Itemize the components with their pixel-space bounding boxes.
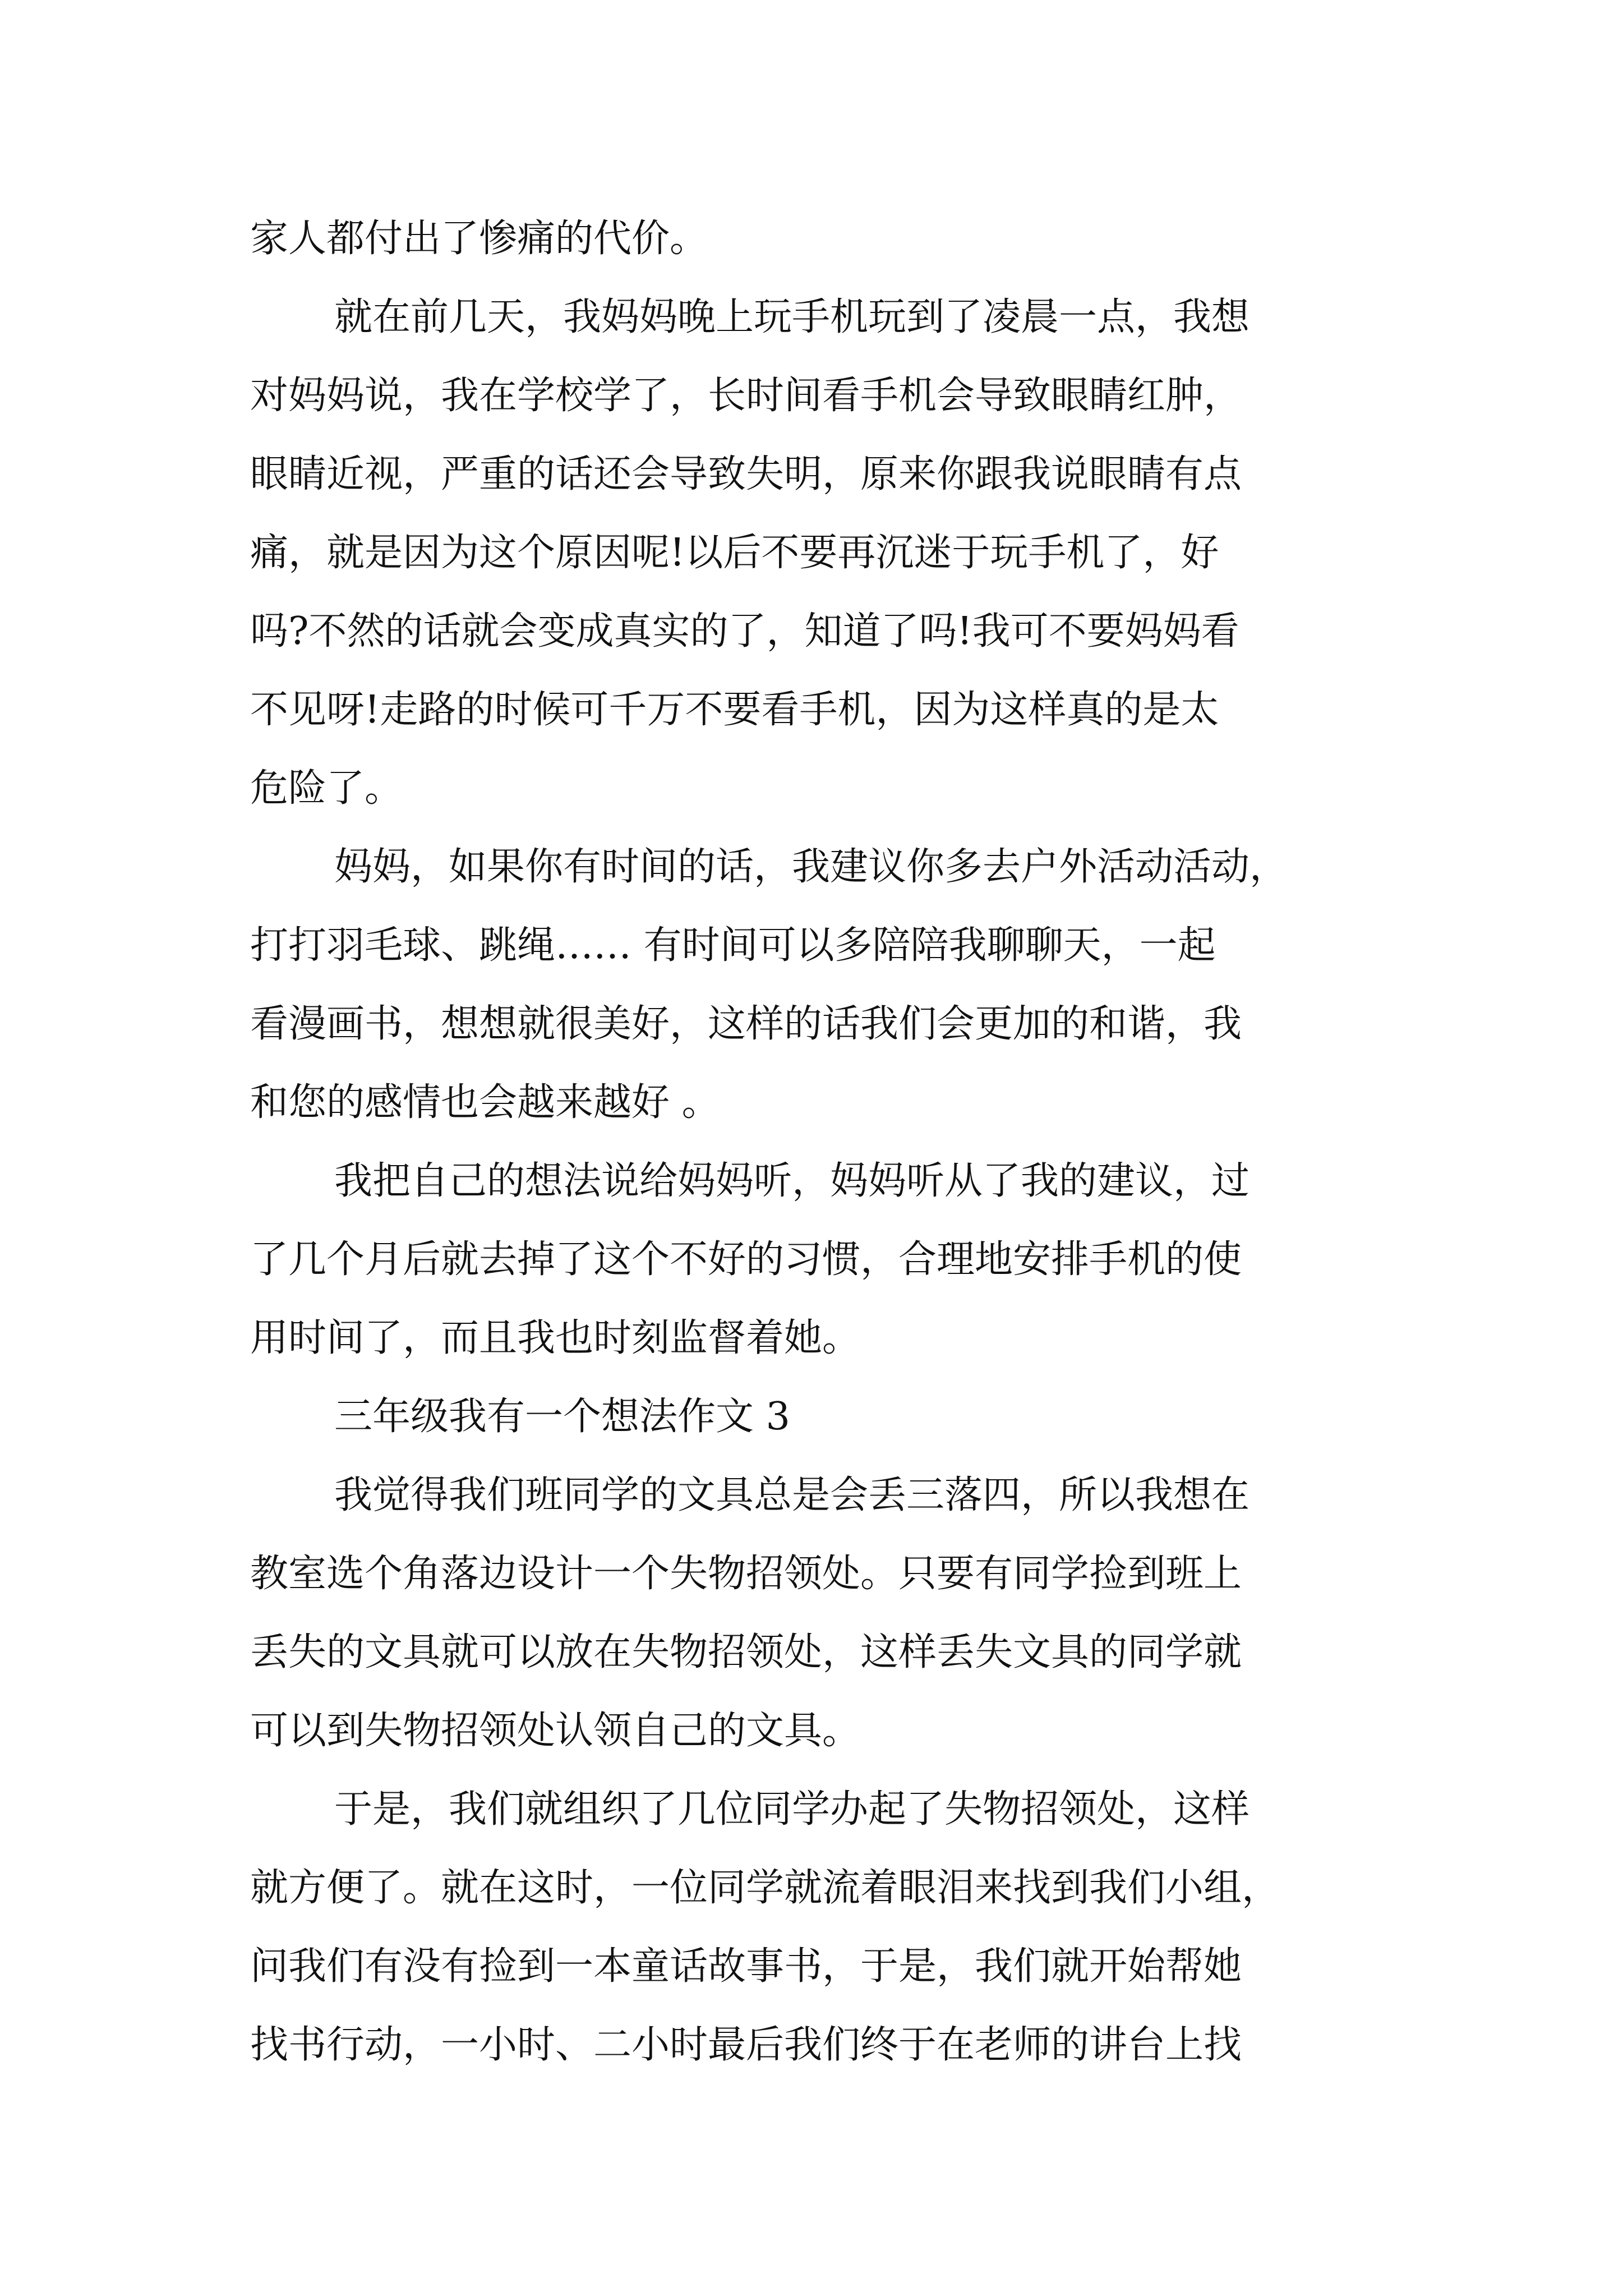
text-line: 打打羽毛球、跳绳…… 有时间可以多陪陪我聊聊天，一起	[250, 923, 1216, 968]
text-line: 不见呀!走路的时候可千万不要看手机，因为这样真的是太	[250, 688, 1219, 732]
section-heading: 三年级我有一个想法作文 3	[334, 1395, 790, 1439]
text-line: 就方便了。就在这时，一位同学就流着眼泪来找到我们小组，	[250, 1866, 1280, 1910]
text-line: 对妈妈说，我在学校学了，长时间看手机会导致眼睛红肿，	[250, 374, 1242, 418]
text-line: 丢失的文具就可以放在失物招领处，这样丢失文具的同学就	[250, 1630, 1242, 1674]
text-line: 了几个月后就去掉了这个不好的习惯，合理地安排手机的使	[250, 1237, 1242, 1282]
text-line: 于是，我们就组织了几位同学办起了失物招领处，这样	[334, 1787, 1250, 1832]
text-line: 看漫画书，想想就很美好，这样的话我们会更加的和谐，我	[250, 1002, 1242, 1046]
text-line: 可以到失物招领处认领自己的文具。	[250, 1709, 861, 1753]
text-line: 就在前几天，我妈妈晚上玩手机玩到了凌晨一点，我想	[334, 295, 1250, 339]
text-line: 眼睛近视，严重的话还会导致失明，原来你跟我说眼睛有点	[250, 452, 1242, 496]
text-line: 危险了。	[250, 766, 403, 811]
text-line: 我觉得我们班同学的文具总是会丢三落四，所以我想在	[334, 1473, 1250, 1517]
text-line: 用时间了，而且我也时刻监督着她。	[250, 1316, 861, 1360]
document-body	[250, 200, 1394, 2085]
text-line: 痛，就是因为这个原因呢!以后不要再沉迷于玩手机了，好	[250, 531, 1219, 575]
text-line: 家人都付出了惨痛的代价。	[250, 217, 708, 261]
text-line: 找书行动，一小时、二小时最后我们终于在老师的讲台上找	[250, 2023, 1242, 2067]
text-line: 妈妈，如果你有时间的话，我建议你多去户外活动活动，	[334, 845, 1288, 889]
text-line: 我把自己的想法说给妈妈听，妈妈听从了我的建议，过	[334, 1159, 1250, 1203]
text-line: 和您的感情也会越来越好 。	[250, 1080, 720, 1125]
text-line: 问我们有没有捡到一本童话故事书，于是，我们就开始帮她	[250, 1944, 1242, 1989]
text-line: 教室选个角落边设计一个失物招领处。只要有同学捡到班上	[250, 1552, 1242, 1596]
text-line: 吗?不然的话就会变成真实的了，知道了吗!我可不要妈妈看	[250, 609, 1239, 654]
